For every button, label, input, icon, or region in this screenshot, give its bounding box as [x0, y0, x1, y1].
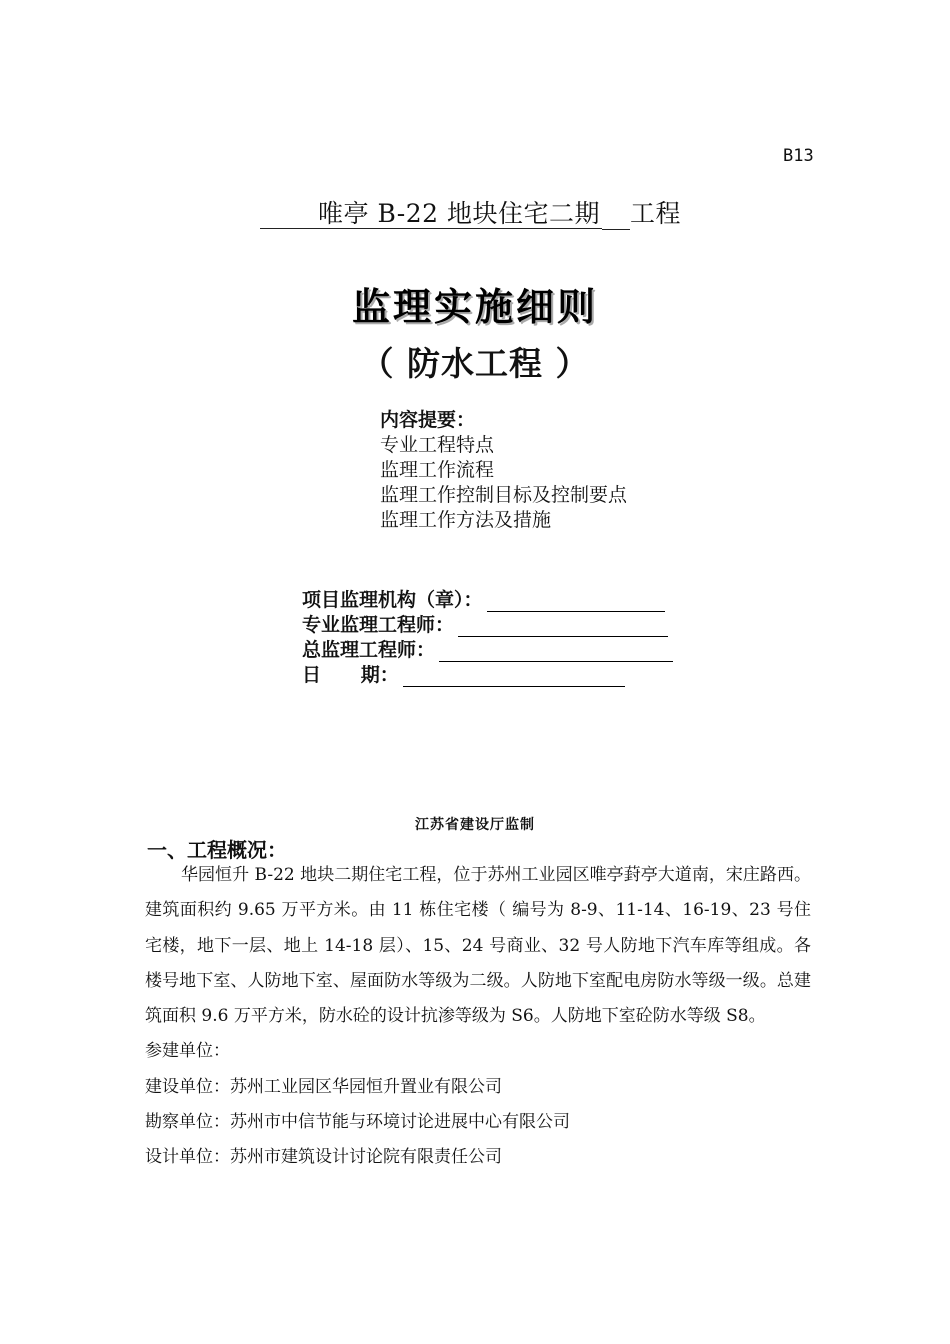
section-title: 一、工程概况： [147, 838, 287, 862]
summary-item: 监理工作方法及措施 [380, 509, 552, 531]
project-name-underline [602, 207, 630, 230]
summary-item: 监理工作控制目标及控制要点 [380, 484, 628, 506]
summary-item: 专业工程特点 [380, 434, 495, 456]
participant-line: 勘察单位：苏州市中信节能与环境讨论进展中心有限公司 [145, 1112, 570, 1133]
signature-chief-row [302, 635, 673, 660]
signature-chief-label: 总监理工程师： [302, 639, 436, 661]
signature-org-label: 项目监理机构（章）： [302, 589, 483, 611]
participants-heading: 参建单位： [145, 1041, 230, 1062]
signature-org-row [302, 585, 665, 610]
project-name: 唯亭 B-22 地块住宅二期 [260, 199, 602, 229]
document-title: 监理实施细则 [351, 285, 598, 329]
signature-engineer-row [302, 610, 668, 635]
overview-paragraph: 华园恒升 B-22 地块二期住宅工程，位于苏州工业园区唯亭葑亭大道南，宋庄路西。建筑面积约 9.65 万平方米。由 11 栋住宅楼（ 编号为 8-9、11-14、16-19、23 号住宅楼，地下一层、地上 14-18 层）、15、24 号商业、32 号人防地下汽车库等组成。各楼号地下室、人防地下室、屋面防水等级为二级。人防地下室配电房防水等级一级。总建筑面积 9.6 万平方米，防水砼的设计抗渗等级为 S6。人防地下室砼防水等级 S8。 [145, 865, 811, 1027]
signature-engineer-label: 专业监理工程师： [302, 614, 455, 636]
issuer-line: 江苏省建设厅监制 [415, 817, 535, 833]
summary-item: 监理工作流程 [380, 459, 495, 481]
participant-line: 建设单位：苏州工业园区华园恒升置业有限公司 [145, 1076, 502, 1097]
section-body [145, 858, 811, 1176]
document-subtitle: （ 防水工程 ） [360, 344, 590, 383]
content-summary [380, 408, 627, 533]
participant-line: 设计单位：苏州市建筑设计讨论院有限责任公司 [145, 1147, 502, 1168]
signature-date-row [302, 660, 625, 685]
summary-heading: 内容提要： [380, 409, 476, 431]
signature-date-field [403, 668, 625, 687]
signature-date-label: 日 期： [302, 664, 399, 686]
document-code: B13 [783, 146, 814, 166]
project-suffix: 工程 [630, 199, 682, 228]
project-name-line [260, 194, 681, 230]
